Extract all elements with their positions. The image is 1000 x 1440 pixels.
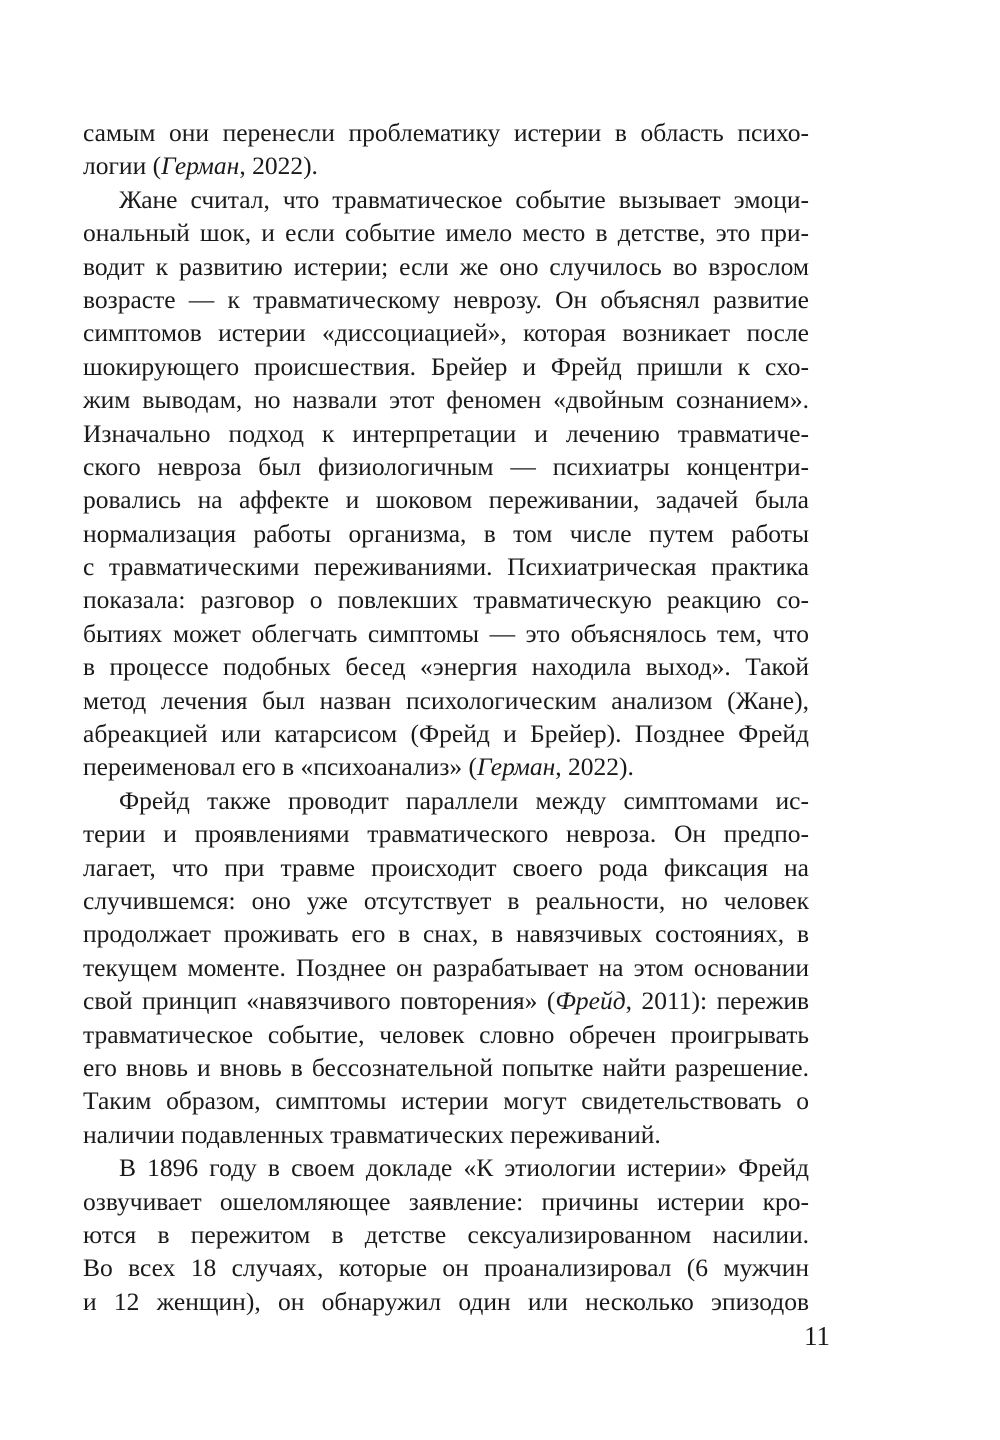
text-run: случившемся: оно уже отсутствует в реальности, но человек [83,885,809,915]
citation-author: Герман [477,752,556,782]
text-run: , 2022). [239,151,318,181]
text-line [83,183,809,216]
text-line [83,283,809,316]
text-run: Жане считал, что травматическое событие вызывает эмоци- [119,184,809,214]
text-line [83,784,809,817]
body-text [83,116,809,1318]
text-run: Фрейд также проводит параллели между симптомами ис- [119,785,809,815]
text-run: , 2011): пережив [625,986,809,1016]
text-run: озвучивает ошеломляющее заявление: причины истерии кро- [83,1186,809,1216]
text-line [83,951,809,984]
text-run: Во всех 18 случаях, которые он проанализировал (6 мужчин [83,1253,809,1283]
text-line [83,383,809,416]
text-run: жим выводам, но назвали этот феномен «двойным сознанием». [83,385,809,415]
text-run: бытиях может облегчать симптомы — это объяснялось тем, что [83,618,809,648]
text-run: в процессе подобных бесед «энергия находила выход». Такой [83,652,809,682]
text-line [83,517,809,550]
text-line [83,1151,809,1184]
page-number: 11 [804,1321,830,1351]
text-line [83,1251,809,1284]
text-line [83,717,809,750]
text-line [83,1185,809,1218]
text-run: логии ( [83,151,162,181]
text-line [83,1084,809,1117]
text-run: продолжает проживать его в снах, в навязчивых состояниях, в [83,919,809,949]
text-run: Таким образом, симптомы истерии могут свидетельствовать о [83,1086,809,1116]
text-line [83,149,809,182]
text-run: симптомов истерии «диссоциацией», которая возникает после [83,318,809,348]
paragraph [83,183,809,784]
text-run: В 1896 году в своем докладе «К этиологии истерии» Фрейд [119,1153,809,1183]
text-line [83,650,809,683]
text-line [83,750,809,783]
text-line [83,684,809,717]
text-run: самым они перенесли проблематику истерии в область психо- [83,118,809,147]
text-line [83,116,809,149]
text-run: свой принцип «навязчивого повторения» ( [83,986,556,1016]
text-line [83,817,809,850]
text-line [83,851,809,884]
text-line [83,583,809,616]
text-line [83,417,809,450]
text-line [83,350,809,383]
text-run: лагает, что при травме происходит своего рода фиксация на [83,852,809,882]
text-run: ональный шок, и если событие имело место в детстве, это при- [83,218,809,248]
text-run: шокирующего происшествия. Брейер и Фрейд пришли к схо- [83,351,809,381]
text-run: абреакцией или катарсисом (Фрейд и Брейер). Позднее Фрейд [83,719,809,749]
text-line [83,550,809,583]
text-run: текущем моменте. Позднее он разрабатывает на этом основании [83,952,809,982]
text-line [83,1018,809,1051]
text-run: возрасте — к травматическому неврозу. Он объяснял развитие [83,284,809,314]
citation-author: Фрейд [555,986,626,1016]
paragraph [83,116,809,183]
text-line [83,884,809,917]
text-line [83,1118,809,1151]
citation-author: Герман [161,151,240,181]
text-run: Изначально подход к интерпретации и лечению травматиче- [83,418,809,448]
text-run: метод лечения был назван психологическим анализом (Жане), [83,685,809,715]
text-run: и 12 женщин), он обнаружил один или несколько эпизодов [83,1286,809,1316]
text-line [83,1218,809,1251]
text-run: ются в пережитом в детстве сексуализированном насилии. [83,1219,809,1249]
text-run: , 2022). [555,752,634,782]
text-line [83,917,809,950]
text-line [83,984,809,1017]
text-run: его вновь и вновь в бессознательной попытке найти разрешение. [83,1052,809,1082]
text-line [83,250,809,283]
text-line [83,1285,809,1318]
text-line [83,617,809,650]
text-run: переименовал его в «психоанализ» ( [83,752,478,782]
text-run: ского невроза был физиологичным — психиатры концентри- [83,451,809,481]
text-run: наличии подавленных травматических переживаний. [83,1119,661,1149]
text-line [83,216,809,249]
text-run: травматическое событие, человек словно обречен проигрывать [83,1019,809,1049]
text-run: показала: разговор о повлекших травматическую реакцию со- [83,585,809,615]
paragraph [83,784,809,1151]
text-run: терии и проявлениями травматического невроза. Он предпо- [83,819,809,849]
text-run: ровались на аффекте и шоковом переживании, задачей была [83,485,809,515]
paragraph [83,1151,809,1318]
text-run: водит к развитию истерии; если же оно случилось во взрослом [83,251,809,281]
text-line [83,316,809,349]
text-line [83,483,809,516]
text-run: с травматическими переживаниями. Психиатрическая практика [83,552,809,582]
text-run: нормализация работы организма, в том числе путем работы [83,518,809,548]
text-line [83,450,809,483]
text-line [83,1051,809,1084]
